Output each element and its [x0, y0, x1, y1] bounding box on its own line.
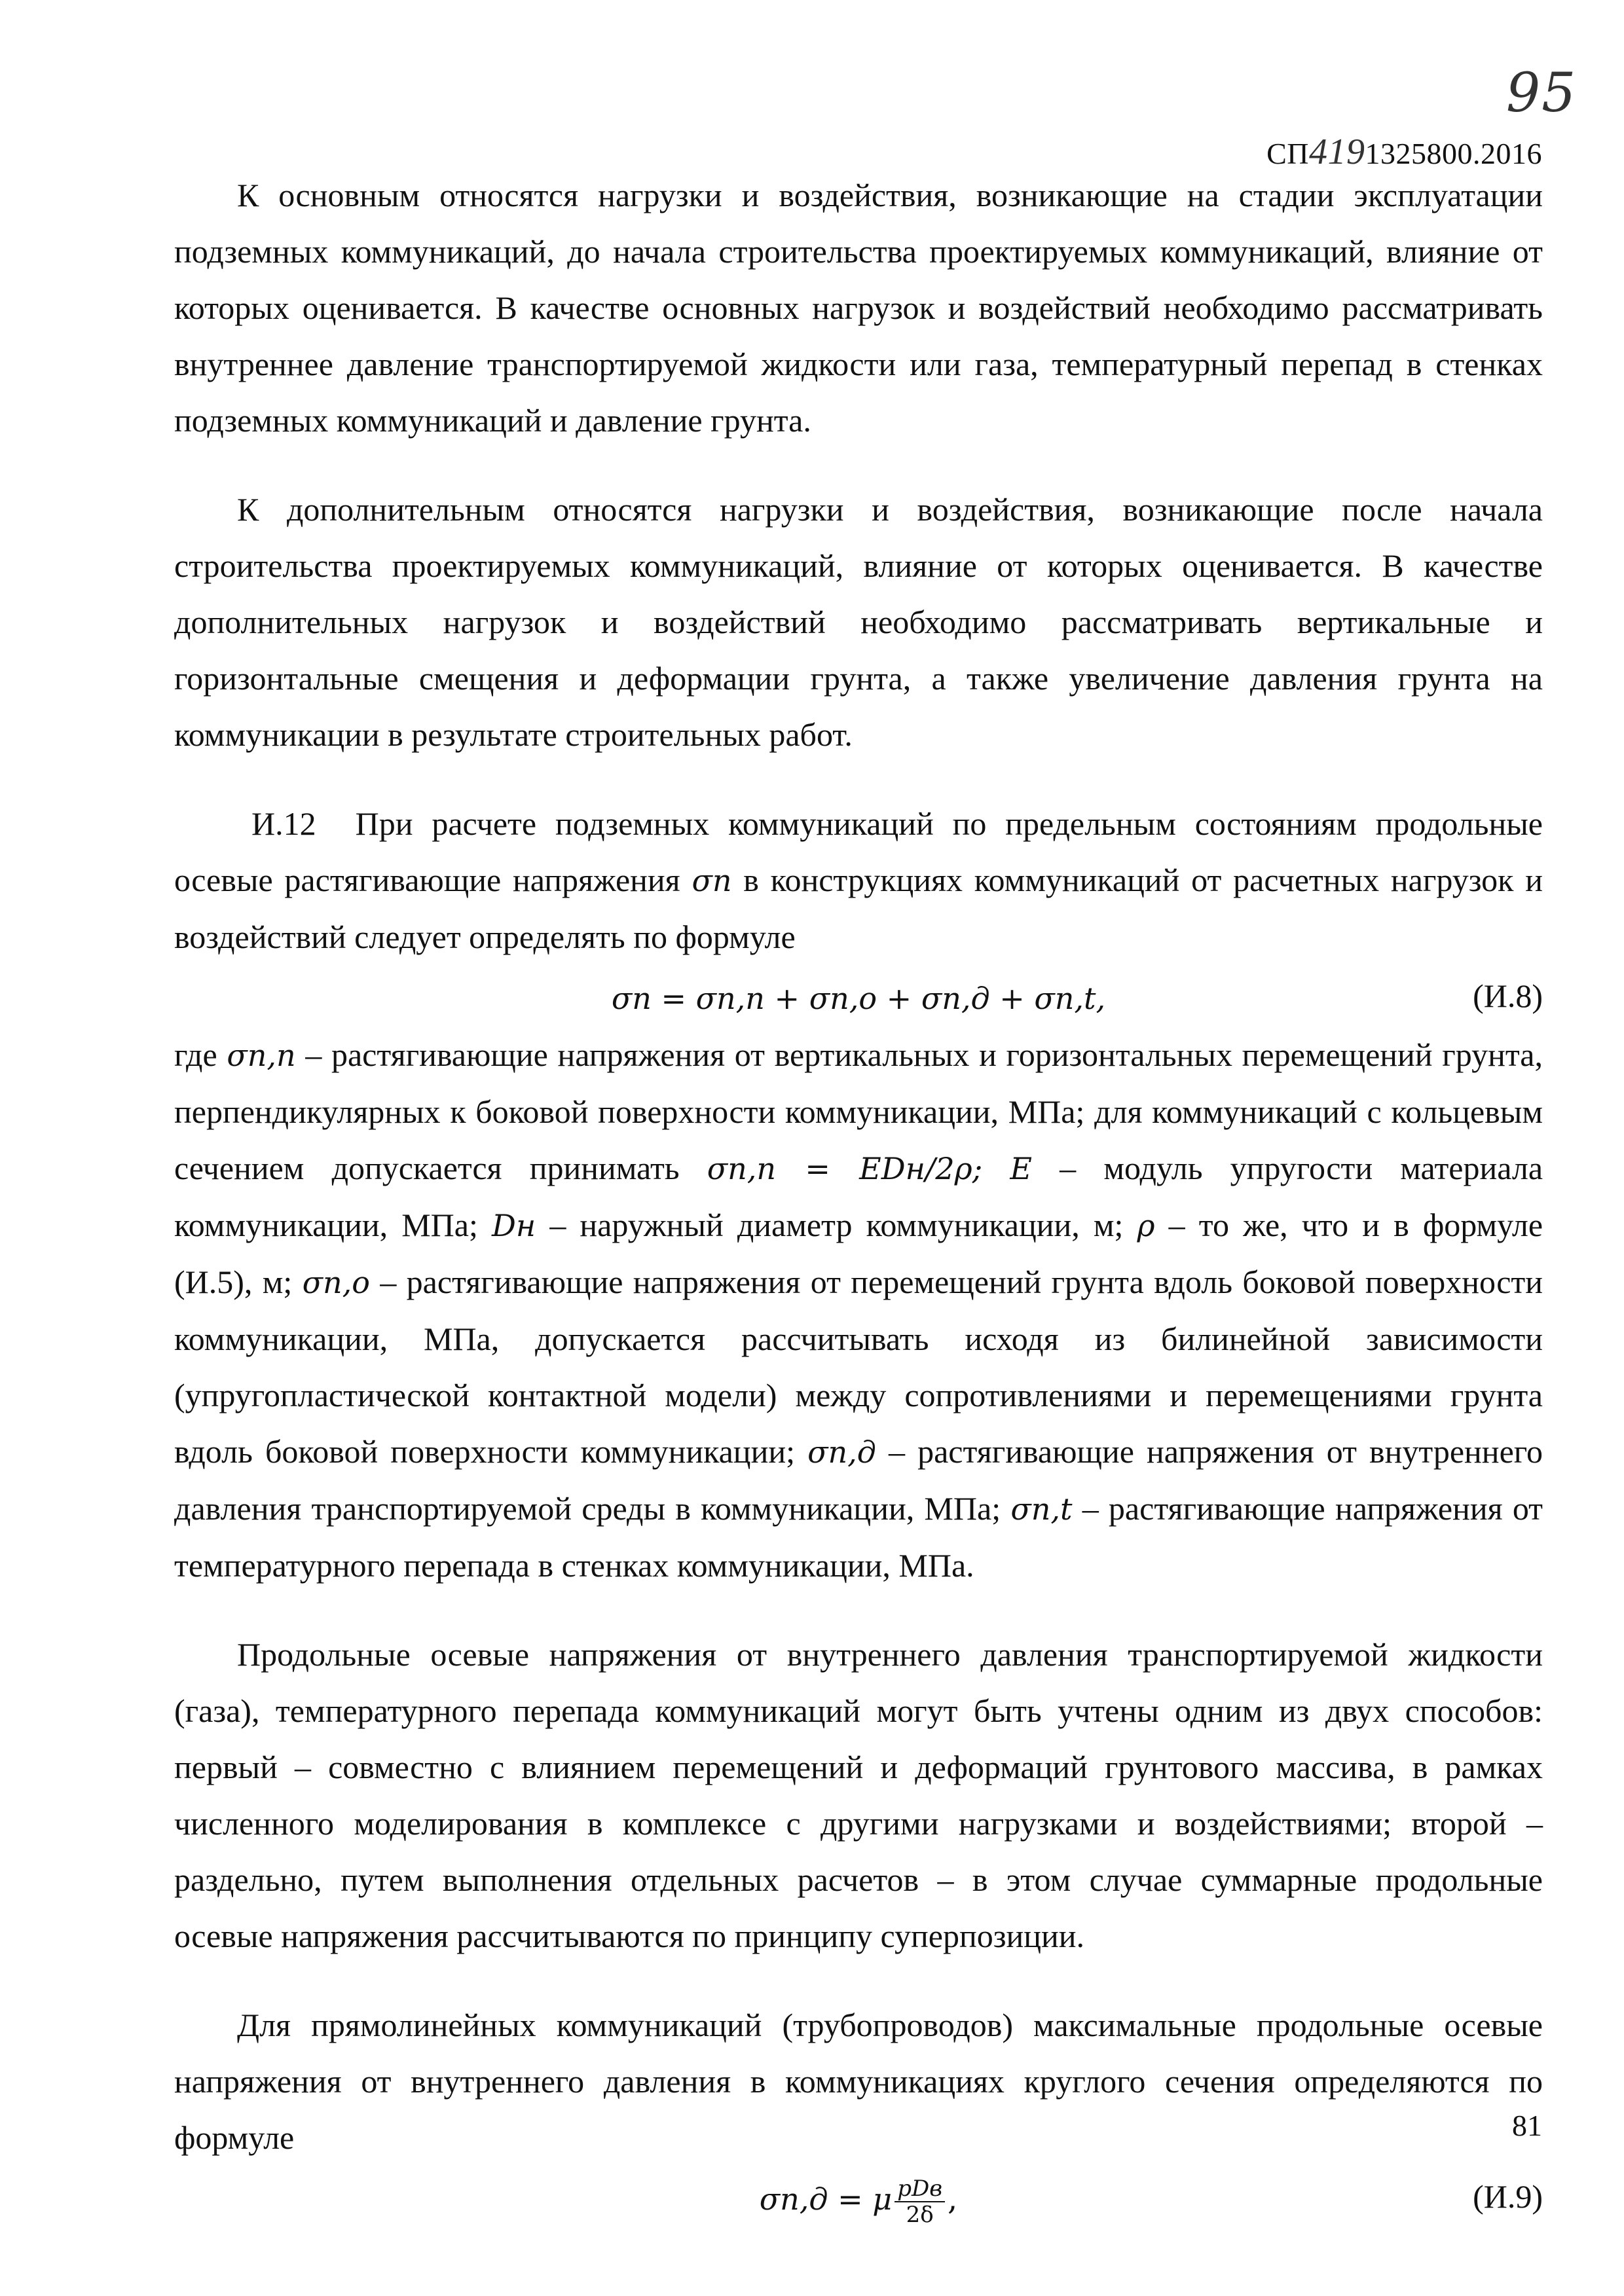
formula-i8-expression: σп = σп,п + σп,о + σп,д + σп,t,: [611, 981, 1106, 1016]
paragraph-main-loads: К основным относятся нагрузки и воздействия, возникающие на стадии эксплуатации подземных коммуникаций, до начала строительства проектируемых коммуникаций, влияние от которых оценивается. В качестве основных нагрузок и воздействий необходимо рассматривать внутреннее давление транспортируемой жидкости или газа, температурный перепад в стенках подземных коммуникаций и давление грунта.: [174, 177, 1543, 439]
e-symbol: E: [1010, 1151, 1032, 1186]
sigma-pd-symbol: σп,д: [807, 1434, 876, 1470]
formula-i9-lhs: σп,д = μ: [759, 2181, 893, 2217]
sigma-p-symbol: σп: [692, 863, 732, 898]
def-rho: – то же, что и в формуле (И.5), м;: [174, 1207, 1543, 1300]
formula-i9-fraction: [895, 2176, 945, 2227]
formula-i9-denominator: 2δ: [906, 2201, 934, 2228]
def-dn: – наружный диаметр коммуникации, м;: [549, 1207, 1124, 1243]
dn-symbol: Dн: [492, 1208, 536, 1243]
where-word: где: [174, 1036, 217, 1073]
paragraph-definitions: [174, 1027, 1543, 1594]
handwritten-page-number: 95: [1506, 62, 1578, 124]
paragraph-straight-pipes: Для прямолинейных коммуникаций (трубопроводов) максимальные продольные осевые напряжения от внутреннего давления в коммуникациях круглого сечения определяются по формуле: [174, 2007, 1543, 2156]
formula-i8-number: (И.8): [1473, 977, 1543, 1014]
page-number: 81: [1512, 2109, 1542, 2142]
paragraph-superposition: Продольные осевые напряжения от внутреннего давления транспортируемой жидкости (газа), температурного перепада коммуникаций могут быть учтены одним из двух способов: первый – совместно с влиянием перемещений и деформаций грунтового массива, в рамках численного моделирования в комплексе с другими нагрузками и воздействиями; второй – раздельно, путем выполнения отдельных расчетов – в этом случае суммарные продольные осевые напряжения рассчитываются по принципу суперпозиции.: [174, 1636, 1543, 1954]
formula-i9-number: (И.9): [1473, 2178, 1543, 2215]
sigma-pp-symbol: σп,п: [227, 1038, 296, 1073]
sigma-po-symbol: σп,о: [302, 1265, 370, 1300]
formula-i9-numerator: pDв: [895, 2176, 945, 2202]
def-sigma-pp: – растягивающие напряжения от вертикальных и горизонтальных перемещений грунта, перпендикулярных к боковой поверхности коммуникации, МПа; для коммуникаций с кольцевым сечением допускается принимать: [174, 1036, 1543, 1186]
rho-symbol: ρ: [1137, 1208, 1155, 1243]
document-body: [174, 167, 1543, 2234]
clause-number: И.12: [251, 805, 316, 842]
formula-i8: [174, 968, 1543, 1024]
formula-i9: [174, 2168, 1543, 2231]
def-e: – модуль упругости материала коммуникации, МПа;: [174, 1150, 1543, 1243]
def-sigma-po: – растягивающие напряжения от перемещений грунта вдоль боковой поверхности коммуникации, МПа, допускается рассчитывать исходя из билинейной зависимости (упругопластической контактной модели) между сопротивлениями и перемещениями грунта вдоль боковой поверхности коммуникации;: [174, 1264, 1543, 1470]
doc-code-handwritten: 419: [1309, 132, 1365, 172]
doc-code-suffix: 1325800.2016: [1365, 137, 1542, 170]
paragraph-additional-loads: К дополнительным относятся нагрузки и воздействия, возникающие после начала строительства проектируемых коммуникаций, влияние от которых оценивается. В качестве дополнительных нагрузок и воздействий необходимо рассматривать вертикальные и горизонтальные смещения и деформации грунта, а также увеличение давления грунта на коммуникации в результате строительных работ.: [174, 491, 1543, 753]
clause-text-b: в конструкциях коммуникаций от расчетных нагрузок и воздействий следует определять по формуле: [174, 862, 1543, 955]
formula-i9-comma: ,: [948, 2181, 958, 2217]
sigma-pp-formula: σп,п = EDн/2ρ;: [707, 1151, 983, 1186]
formula-i9-expression: [174, 2171, 1543, 2227]
paragraph-clause-i12: [174, 795, 1543, 965]
def-sigma-pd: – растягивающие напряжения от внутреннего давления транспортируемой среды в коммуникации, МПа;: [174, 1433, 1543, 1527]
def-sigma-pt: – растягивающие напряжения от температурного перепада в стенках коммуникации, МПа.: [174, 1490, 1543, 1584]
sigma-pt-symbol: σп,t: [1010, 1491, 1073, 1527]
doc-code-prefix: СП: [1266, 137, 1309, 170]
clause-text-a: При расчете подземных коммуникаций по предельным состояниям продольные осевые растягивающие напряжения: [174, 805, 1543, 898]
